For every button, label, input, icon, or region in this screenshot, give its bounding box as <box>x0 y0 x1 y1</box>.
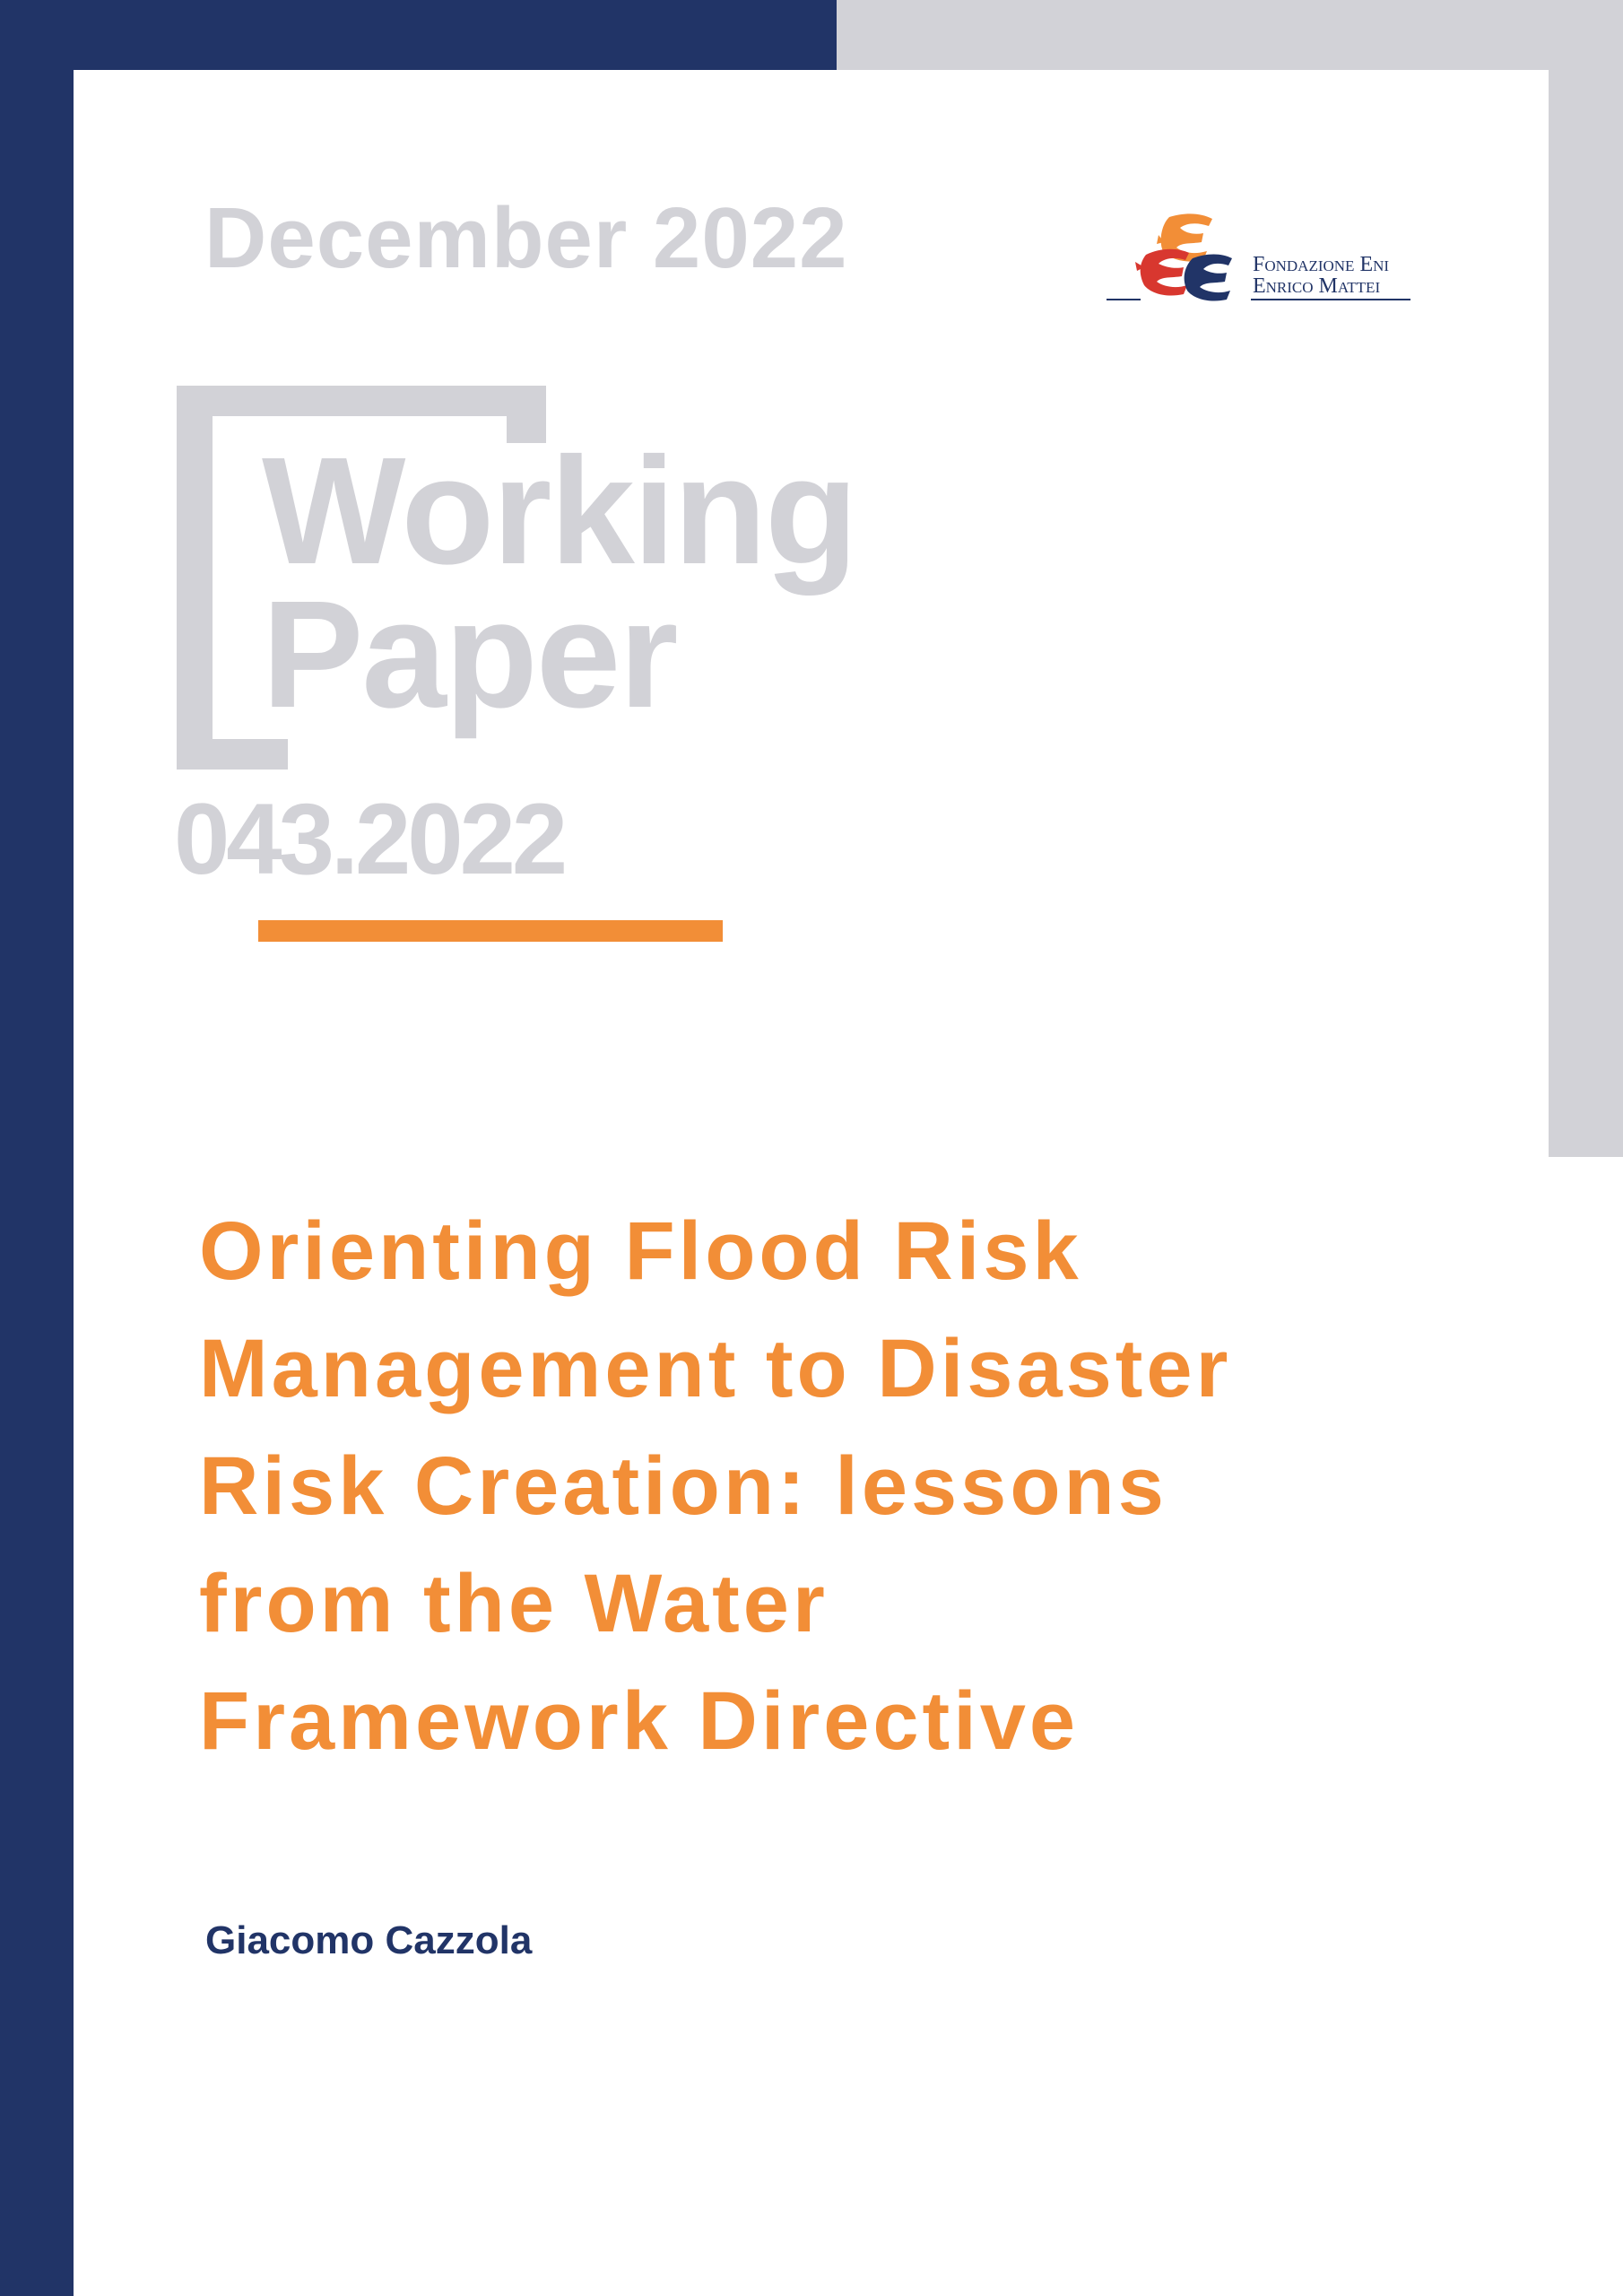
feem-logo-text <box>1253 254 1389 297</box>
top-navy-band <box>0 0 837 70</box>
working-paper-number: 043.2022 <box>174 783 565 895</box>
logo-name-line-2: Enrico Mattei <box>1253 274 1381 298</box>
publication-date: December 2022 <box>204 190 848 286</box>
feem-flame-letters-icon <box>1107 213 1232 300</box>
working-paper-heading <box>262 426 856 740</box>
logo-underline <box>1251 299 1410 300</box>
paper-title: Orienting Flood Risk Management to Disaster Risk Creation: lessons from the Water Framework Directive <box>199 1205 1232 1767</box>
orange-divider <box>258 920 723 942</box>
author-name: Giacomo Cazzola <box>205 1918 533 1962</box>
right-grey-band <box>1549 0 1623 1157</box>
left-navy-band <box>0 0 74 2296</box>
logo-name-line-1: Fondazione Eni <box>1253 253 1390 276</box>
top-grey-band <box>837 0 1623 70</box>
series-title: Working Paper <box>262 426 856 740</box>
